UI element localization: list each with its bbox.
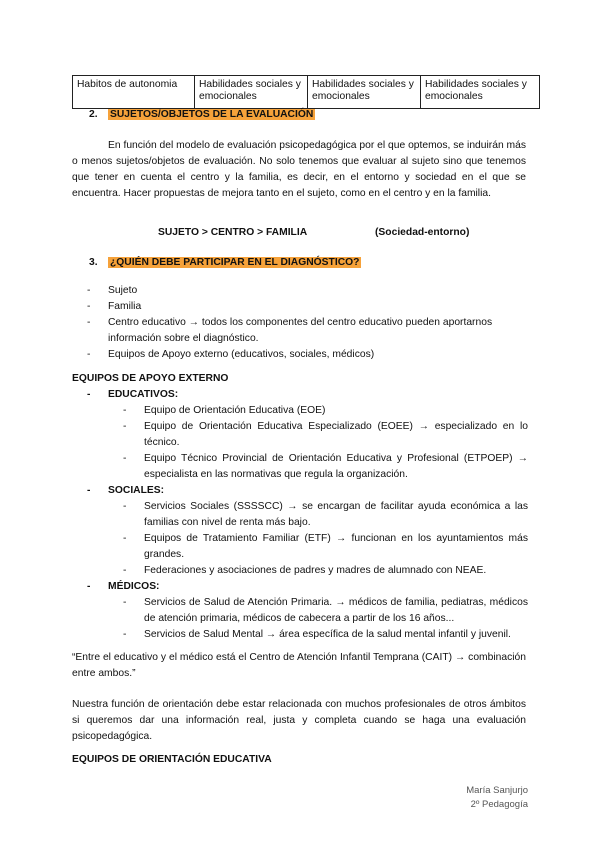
footer-course: 2º Pedagogía bbox=[470, 799, 528, 810]
formula-note: (Sociedad-entorno) bbox=[375, 227, 470, 238]
footer bbox=[466, 784, 528, 812]
list-item: - Centro educativo → todos los componentes del centro educativo pueden aportarnos información sobre el diagnóstico. bbox=[108, 315, 528, 347]
table-cell: Habilidades sociales y emocionales bbox=[308, 76, 421, 109]
section-2-title: SUJETOS/OBJETOS DE LA EVALUACIÓN bbox=[110, 109, 314, 120]
group-label: - SOCIALES: bbox=[108, 483, 528, 499]
list-item: - Servicios de Salud de Atención Primaria. → médicos de familia, pediatras, médicos de atención primaria, médicos de cabecera a partir de los 16 años... bbox=[144, 595, 528, 627]
group-items bbox=[144, 499, 528, 579]
closing-paragraph: Nuestra función de orientación debe estar relacionada con muchos profesionales de otros ámbitos si queremos dar una información real, justa y completa cuando se haga una evaluación psicopedagógica. bbox=[72, 699, 526, 742]
group-educativos bbox=[108, 387, 528, 403]
section-3-number: 3. bbox=[89, 257, 98, 268]
list-item: - Equipo de Orientación Educativa Especializado (EOEE) → especializado en lo técnico. bbox=[144, 419, 528, 451]
list-item: - Federaciones y asociaciones de padres y madres de alumnado con NEAE. bbox=[144, 563, 528, 579]
list-item: - Sujeto bbox=[108, 283, 528, 299]
table-cell: Habilidades sociales y emocionales bbox=[421, 76, 540, 109]
table-cell: Habilidades sociales y emocionales bbox=[195, 76, 308, 109]
list-item: - Familia bbox=[108, 299, 528, 315]
external-teams-title: EQUIPOS DE APOYO EXTERNO bbox=[72, 373, 229, 384]
section-2-paragraph: En función del modelo de evaluación psicopedagógica por el que optemos, se induirán más o menos sujetos/objetos de evaluación. No solo tenemos que evaluar al sujeto sino que tenemos que tener en cuenta el centro y la familia, es decir, en el entorno y sociedad en el que se encuentra. Hacer propuestas de mejora tanto en el sujeto, como en el centro y en la familia. bbox=[72, 140, 526, 199]
list-item: - Equipos de Tratamiento Familiar (ETF) → funcionan en los ayuntamientos más grandes. bbox=[144, 531, 528, 563]
habits-table bbox=[72, 75, 540, 109]
footer-author: María Sanjurjo bbox=[466, 785, 528, 796]
list-item: - Servicios de Salud Mental → área específica de la salud mental infantil y juvenil. bbox=[144, 627, 528, 643]
group-items bbox=[144, 595, 528, 643]
group-label: - MÉDICOS: bbox=[108, 579, 528, 595]
quote: “Entre el educativo y el médico está el Centro de Atención Infantil Temprana (CAIT) → combinación entre ambos.” bbox=[72, 652, 526, 679]
list-item: - Equipo de Orientación Educativa (EOE) bbox=[144, 403, 528, 419]
list-item: - Equipo Técnico Provincial de Orientación Educativa y Profesional (ETPOEP) → especialista en las normativas que regula la organización. bbox=[144, 451, 528, 483]
group-items bbox=[144, 403, 528, 483]
section-3-title: ¿QUIÉN DEBE PARTICIPAR EN EL DIAGNÓSTICO? bbox=[110, 257, 360, 268]
section-2-number: 2. bbox=[89, 109, 98, 120]
group-label: - EDUCATIVOS: bbox=[108, 387, 528, 403]
next-heading: EQUIPOS DE ORIENTACIÓN EDUCATIVA bbox=[72, 754, 272, 765]
table-row bbox=[73, 76, 540, 109]
participants-list bbox=[108, 283, 528, 363]
formula: SUJETO > CENTRO > FAMILIA bbox=[158, 227, 308, 238]
list-item: - Equipos de Apoyo externo (educativos, sociales, médicos) bbox=[108, 347, 528, 363]
group-medicos bbox=[108, 579, 528, 595]
group-sociales bbox=[108, 483, 528, 499]
external-teams-block bbox=[108, 387, 528, 643]
list-item: - Servicios Sociales (SSSSCC) → se encargan de facilitar ayuda económica a las familias con nivel de renta más bajo. bbox=[144, 499, 528, 531]
table-cell: Habitos de autonomia bbox=[73, 76, 195, 109]
